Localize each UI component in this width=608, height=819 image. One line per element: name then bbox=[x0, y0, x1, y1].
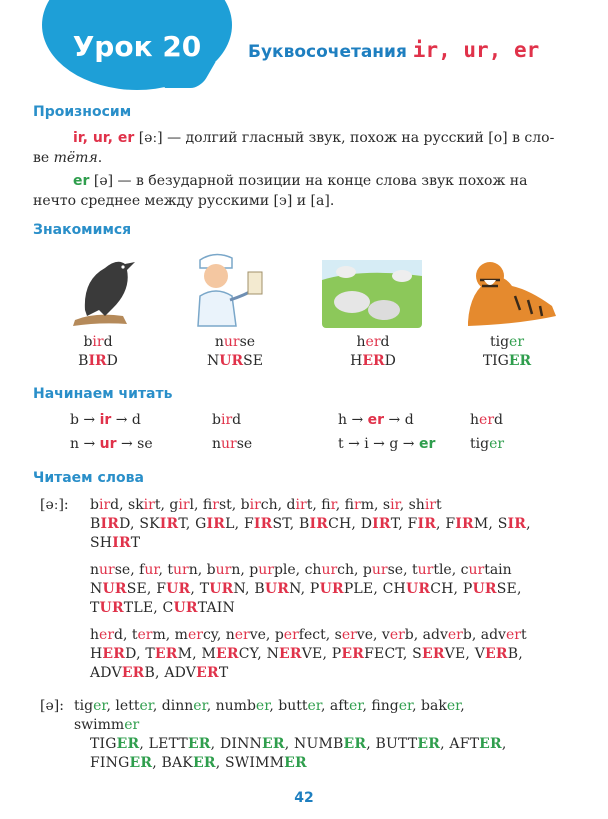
text: ER bbox=[362, 353, 385, 369]
section-meet: Знакомимся bbox=[33, 222, 132, 238]
text: h → bbox=[338, 412, 368, 428]
reading-word-tiger bbox=[470, 436, 504, 452]
text: b → bbox=[70, 412, 100, 428]
text: D bbox=[384, 353, 396, 369]
reading-word-herd bbox=[470, 412, 503, 428]
text: h bbox=[356, 334, 366, 350]
text: UR bbox=[219, 353, 244, 369]
text: d bbox=[103, 334, 113, 350]
text: tig bbox=[470, 436, 490, 452]
text: er bbox=[367, 412, 385, 428]
word-lower bbox=[53, 333, 143, 352]
word-upper bbox=[53, 352, 143, 371]
text: IR bbox=[88, 353, 107, 369]
text: er bbox=[489, 436, 505, 452]
text: n bbox=[212, 436, 222, 452]
word-upper bbox=[462, 352, 552, 371]
lesson-title: Урок 20 bbox=[72, 30, 202, 63]
sound-ipa: [əː] bbox=[138, 130, 163, 146]
text: b bbox=[83, 334, 93, 350]
text: ER bbox=[508, 353, 532, 369]
nurse-icon bbox=[190, 250, 270, 328]
text: b bbox=[212, 412, 221, 428]
word-list-short bbox=[74, 697, 590, 773]
pronounce-para-2-line2: нечто среднее между русскими [э] и [а]. bbox=[33, 193, 335, 209]
group-3-upper: HERD, TERM, MERCY, NERVE, PERFECT, SERVE, VERB, ADVERB, ADVERT bbox=[90, 646, 523, 681]
word-lower bbox=[328, 333, 418, 352]
text: n → bbox=[70, 436, 100, 452]
group-3-lower: herd, term, mercy, nerve, perfect, serve, verb, adverb, advert bbox=[90, 627, 527, 643]
pronounce-text bbox=[33, 128, 588, 211]
sound-letters: ir, ur, er bbox=[73, 130, 135, 146]
meet-word-bird bbox=[53, 333, 143, 371]
text: er bbox=[479, 412, 495, 428]
sheep-herd-icon bbox=[322, 250, 422, 328]
ipa-label-short: [ə]: bbox=[40, 698, 64, 714]
word-lower bbox=[190, 333, 280, 352]
text: ir bbox=[220, 412, 233, 428]
example-word: тётя bbox=[53, 150, 98, 166]
text: er bbox=[365, 334, 381, 350]
text: t → i → g → bbox=[338, 436, 419, 452]
word-lower bbox=[462, 333, 552, 352]
reading-chain-tiger bbox=[338, 436, 435, 452]
topic-letters: ir, ur, er bbox=[412, 38, 540, 62]
reading-chain-herd bbox=[338, 412, 414, 428]
group-4-lower: tiger, letter, dinner, number, butter, after, finger, baker, swimmer bbox=[74, 698, 465, 733]
text: tig bbox=[489, 334, 510, 350]
text: n bbox=[214, 334, 224, 350]
reading-word-bird bbox=[212, 412, 241, 428]
picture-row bbox=[60, 250, 580, 330]
section-start-reading: Начинаем читать bbox=[33, 386, 173, 402]
group-1-upper: BIRD, SKIRT, GIRL, FIRST, BIRCH, DIRT, FIR, FIRM, SIR, SHIRT bbox=[90, 516, 531, 551]
text: N bbox=[207, 353, 220, 369]
sound-desc: — в безударной позиции на конце слова звук похож на bbox=[113, 173, 528, 189]
text: h bbox=[470, 412, 480, 428]
text: ir bbox=[99, 412, 112, 428]
word-group-short bbox=[40, 697, 590, 773]
text: d bbox=[380, 334, 390, 350]
text: SE bbox=[243, 353, 263, 369]
text: ве bbox=[33, 150, 54, 166]
text: se bbox=[239, 334, 256, 350]
text: er bbox=[509, 334, 525, 350]
text: d bbox=[494, 412, 503, 428]
reading-chain-nurse bbox=[70, 436, 153, 452]
tiger-icon bbox=[460, 250, 560, 328]
text: ur bbox=[223, 334, 240, 350]
text: → se bbox=[116, 436, 153, 452]
word-upper bbox=[190, 352, 280, 371]
group-1-lower: bird, skirt, girl, first, birch, dirt, fir, firm, sir, shirt bbox=[90, 497, 442, 513]
text: ir bbox=[92, 334, 104, 350]
text: → d bbox=[111, 412, 141, 428]
sound-ipa: [ə] bbox=[93, 173, 114, 189]
topic-prefix: Буквосочетания bbox=[248, 42, 407, 62]
text: se bbox=[236, 436, 253, 452]
meet-word-nurse bbox=[190, 333, 280, 371]
crow-icon bbox=[65, 250, 145, 328]
text: H bbox=[350, 353, 363, 369]
sound-desc: — долгий гласный звук, похож на русский [о] в сло- bbox=[162, 130, 555, 146]
sound-letters: er bbox=[73, 173, 90, 189]
group-2-lower: nurse, fur, turn, burn, purple, church, purse, turtle, curtain bbox=[90, 562, 512, 578]
text: TIG bbox=[482, 353, 509, 369]
meet-word-tiger bbox=[462, 333, 552, 371]
text: . bbox=[97, 150, 103, 166]
section-read-words: Читаем слова bbox=[33, 470, 144, 486]
topic-title bbox=[248, 38, 539, 62]
text: ur bbox=[99, 436, 117, 452]
reading-chain-bird bbox=[70, 412, 141, 428]
word-list-long bbox=[90, 496, 590, 683]
group-2-upper: NURSE, FUR, TURN, BURN, PURPLE, CHURCH, PURSE, TURTLE, CURTAIN bbox=[90, 581, 522, 616]
text: d bbox=[232, 412, 242, 428]
text: ur bbox=[221, 436, 237, 452]
pronounce-para-2 bbox=[33, 171, 588, 191]
text: er bbox=[418, 436, 436, 452]
text: → d bbox=[384, 412, 414, 428]
section-pronounce: Произносим bbox=[33, 104, 132, 120]
text: D bbox=[106, 353, 118, 369]
page-number: 42 bbox=[294, 790, 314, 806]
group-4-upper: TIGER, LETTER, DINNER, NUMBER, BUTTER, AFTER, FINGER, BAKER, SWIMMER bbox=[90, 736, 507, 771]
word-group-long bbox=[40, 496, 590, 683]
text: B bbox=[78, 353, 89, 369]
meet-word-herd bbox=[328, 333, 418, 371]
word-upper bbox=[328, 352, 418, 371]
pronounce-para-1 bbox=[33, 128, 588, 148]
pronounce-para-1-line2 bbox=[33, 148, 588, 168]
ipa-label-long: [əː]: bbox=[40, 497, 69, 513]
reading-word-nurse bbox=[212, 436, 252, 452]
